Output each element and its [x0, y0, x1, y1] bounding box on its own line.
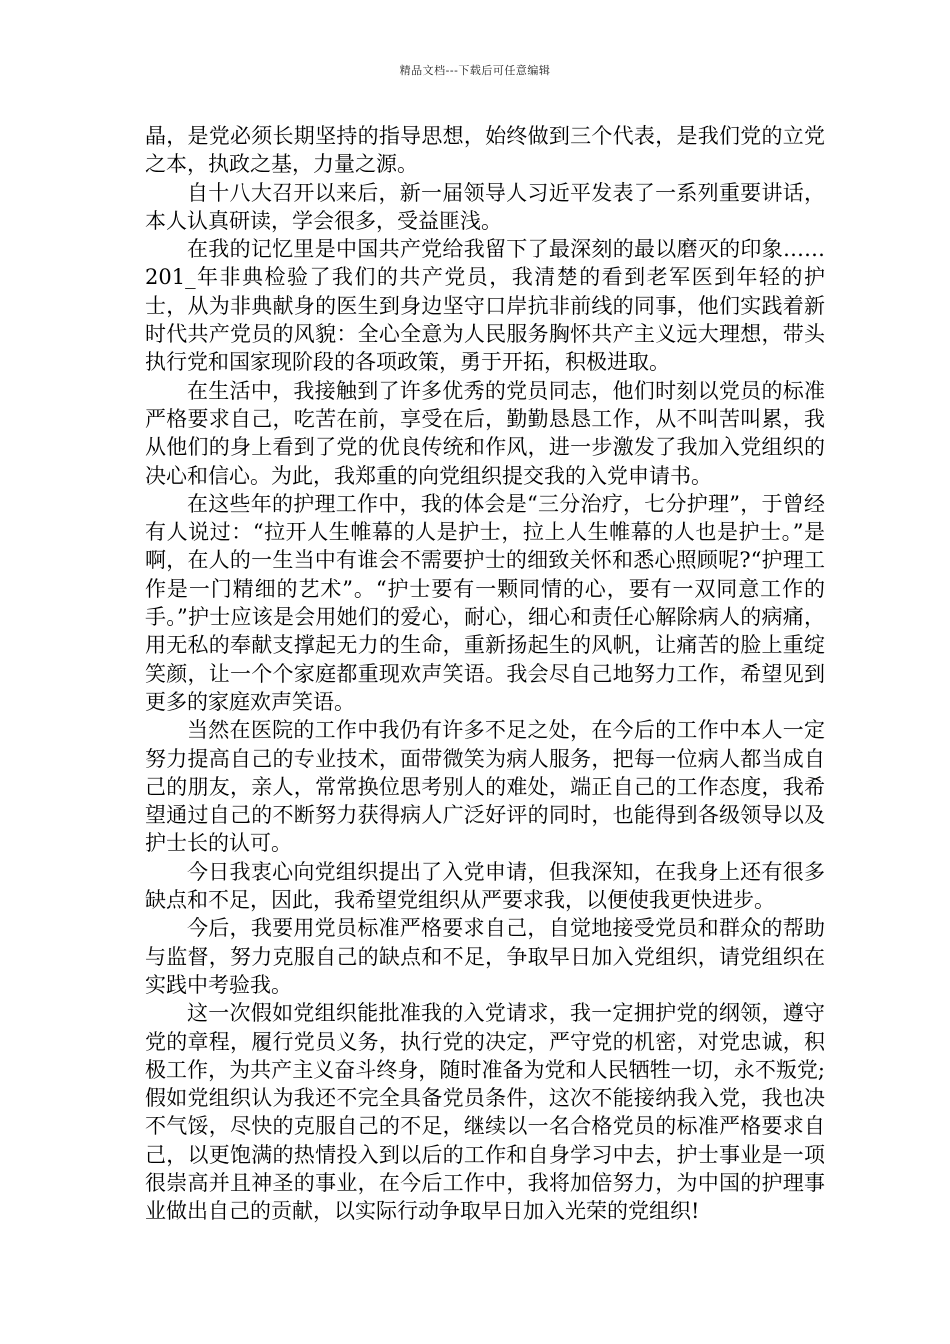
paragraph: 晶，是党必须长期坚持的指导思想，始终做到三个代表，是我们党的立党之本，执政之基，力量之源。: [145, 124, 825, 177]
paragraph: 当然在医院的工作中我仍有许多不足之处，在今后的工作中本人一定努力提高自己的专业技术，面带微笑为病人服务，把每一位病人都当成自己的朋友，亲人，常常换位思考别人的难处，端正自己的工作态度，我希望通过自己的不断努力获得病人广泛好评的同时，也能得到各级领导以及护士长的认可。: [145, 718, 825, 856]
paragraph: 在生活中，我接触到了许多优秀的党员同志，他们时刻以党员的标准严格要求自己，吃苦在前，享受在后，勤勤恳恳工作，从不叫苦叫累，我从他们的身上看到了党的优良传统和作风，进一步激发了我加入党组织的决心和信心。为此，我郑重的向党组织提交我的入党申请书。: [145, 378, 825, 488]
paragraph: 今后，我要用党员标准严格要求自己，自觉地接受党员和群众的帮助与监督，努力克服自己的缺点和不足，争取早日加入党组织，请党组织在实践中考验我。: [145, 916, 825, 997]
paragraph: 自十八大召开以来后，新一届领导人习近平发表了一系列重要讲话，本人认真研读，学会很多，受益匪浅。: [145, 180, 825, 233]
paragraph: 这一次假如党组织能批准我的入党请求，我一定拥护党的纲领，遵守党的章程，履行党员义务，执行党的决定，严守党的机密，对党忠诚，积极工作，为共产主义奋斗终身，随时准备为党和人民牺牲一切，永不叛党;假如党组织认为我还不完全具备党员条件，这次不能接纳我入党，我也决不气馁，尽快的克服自己的不足，继续以一名合格党员的标准严格要求自己，以更饱满的热情投入到以后的工作和自身学习中去，护士事业是一项很崇高并且神圣的事业，在今后工作中，我将加倍努力，为中国的护理事业做出自己的贡献，以实际行动争取早日加入光荣的党组织!: [145, 1001, 825, 1224]
paragraph: 在这些年的护理工作中，我的体会是“三分治疗，七分护理”，于曾经有人说过：“拉开人生帷幕的人是护士，拉上人生帷幕的人也是护士。”是啊，在人的一生当中有谁会不需要护士的细致关怀和悉心照顾呢?“护理工作是一门精细的艺术”。“护士要有一颗同情的心，要有一双同意工作的手。”护士应该是会用她们的爱心，耐心，细心和责任心解除病人的病痛，用无私的奉献支撑起无力的生命，重新扬起生的风帆，让痛苦的脸上重绽笑颜，让一个个家庭都重现欢声笑语。我会尽自己地努力工作，希望见到更多的家庭欢声笑语。: [145, 491, 825, 714]
paragraph: 今日我衷心向党组织提出了入党申请，但我深知，在我身上还有很多缺点和不足，因此，我希望党组织从严要求我，以便使我更快进步。: [145, 859, 825, 913]
document-body: [145, 122, 825, 1226]
paragraph: 在我的记忆里是中国共产党给我留下了最深刻的最以磨灭的印象……201_年非典检验了我们的共产党员，我清楚的看到老军医到年轻的护士，从为非典献身的医生到身边坚守口岸抗非前线的同事，他们实践着新时代共产党员的风貌：全心全意为人民服务胸怀共产主义远大理想，带头执行党和国家现阶段的各项政策，勇于开拓，积极进取。: [145, 237, 825, 375]
page-header: 精品文档---下载后可任意编辑: [399, 64, 551, 77]
